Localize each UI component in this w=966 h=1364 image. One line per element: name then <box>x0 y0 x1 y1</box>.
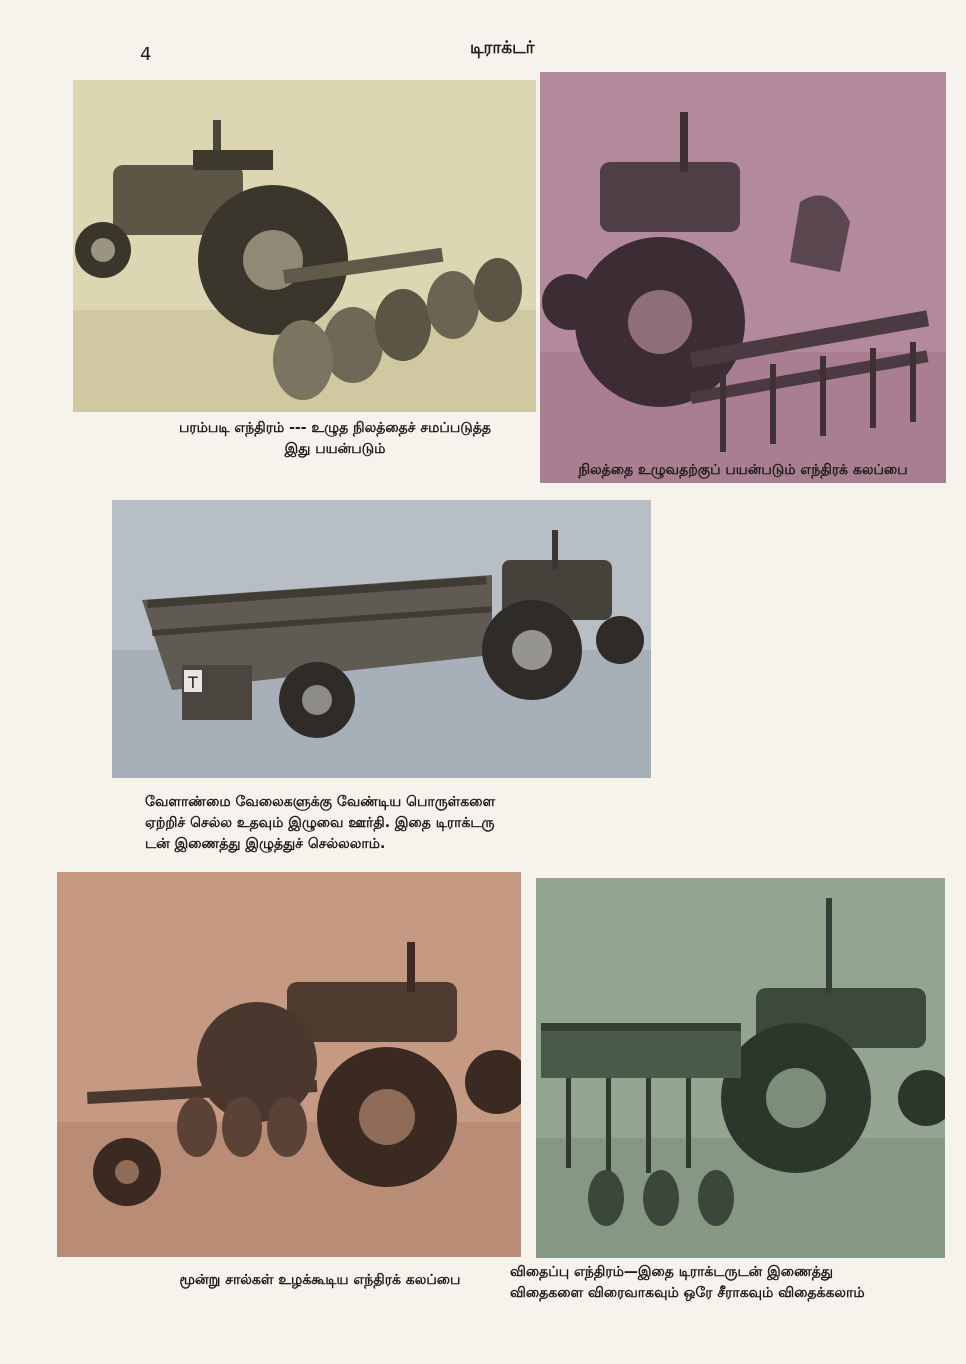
caption-trailer-line1: வேளாண்மை வேலைகளுக்கு வேண்டிய பொருள்களை <box>145 794 496 810</box>
running-head: டிராக்டர் <box>470 38 535 58</box>
caption-plough: மூன்று சால்கள் உழக்கூடிய எந்திரக் கலப்பை <box>179 1272 461 1288</box>
caption-trailer-line2: ஏற்றிச் செல்ல உதவும் இழுவை ஊர்தி. இதை டிராக்டரு <box>145 815 495 831</box>
caption-cultivator: நிலத்தை உழுவதற்குப் பயன்படும் எந்திரக் கலப்பை <box>578 462 908 478</box>
photo-tractor-cultivator <box>540 72 946 483</box>
tractor-cultivator-illustration <box>540 72 946 483</box>
tractor-plough-illustration <box>57 872 521 1257</box>
caption-trailer <box>145 792 615 855</box>
caption-harrow <box>130 418 540 460</box>
caption-trailer-line3: டன் இணைத்து இழுத்துச் செல்லலாம். <box>145 836 386 852</box>
tractor-harrow-illustration <box>73 80 536 412</box>
caption-harrow-line1: பரம்படி எந்திரம் --- உழுத நிலத்தைச் சமப்படுத்த <box>179 420 491 436</box>
tractor-trailer-illustration <box>112 500 651 778</box>
caption-seeddrill <box>510 1262 950 1304</box>
trailer-plate-letter: T <box>188 673 198 692</box>
photo-tractor-seeddrill <box>536 878 945 1258</box>
caption-seeddrill-line1: விதைப்பு எந்திரம்—இதை டிராக்டருடன் இணைத்து <box>510 1264 834 1280</box>
photo-tractor-trailer <box>112 500 651 778</box>
photo-tractor-harrow <box>73 80 536 412</box>
caption-harrow-line2: இது பயன்படும் <box>284 441 386 457</box>
page-number: 4 <box>140 44 152 65</box>
caption-seeddrill-line2: விதைகளை விரைவாகவும் ஒரே சீராகவும் விதைக்கலாம் <box>510 1285 865 1301</box>
tractor-seeddrill-illustration <box>536 878 945 1258</box>
photo-tractor-plough <box>57 872 521 1257</box>
